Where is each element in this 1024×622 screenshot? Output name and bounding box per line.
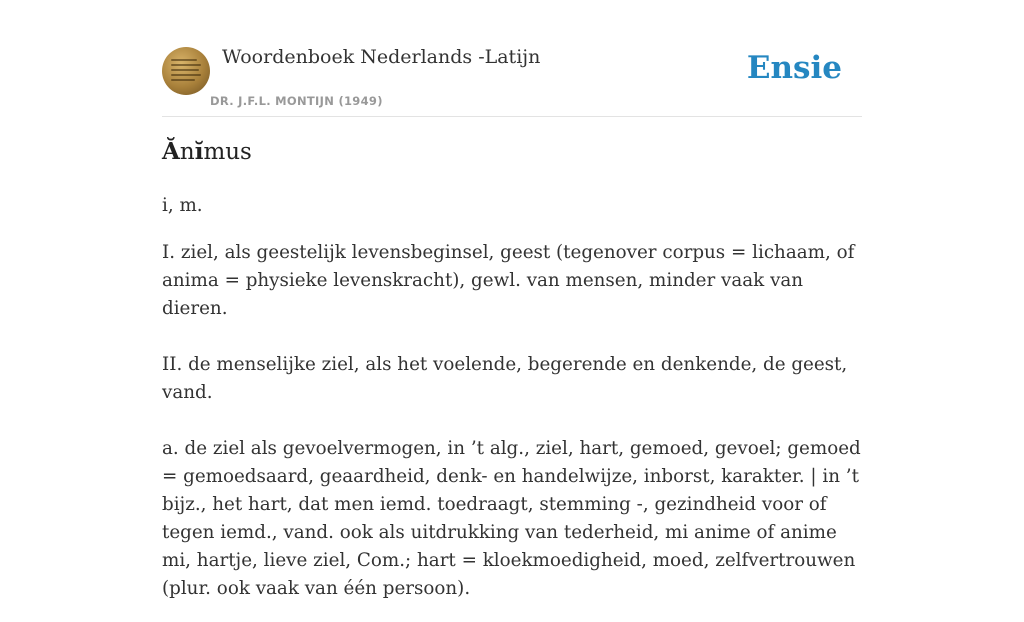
definition-paragraph: II. de menselijke ziel, als het voelende, begerende en denkende, de geest, vand. [162, 354, 848, 403]
headword-letter-n: n [179, 139, 195, 165]
entry-content [162, 192, 862, 622]
book-cover-logo[interactable] [162, 47, 210, 95]
book-author: DR. J.F.L. MONTIJN (1949) [210, 94, 383, 108]
page-container [162, 0, 862, 599]
headword-rest: mus [203, 139, 252, 165]
book-title[interactable]: Woordenboek Nederlands -Latijn [222, 46, 541, 68]
ensie-logo-link[interactable]: Ensie [746, 50, 842, 86]
headword-letter-a: Ă [162, 138, 180, 165]
definition-paragraph: a. de ziel als gevoelvermogen, in ’t alg., ziel, hart, gemoed, gevoel; gemoed = gemoedsaard, geaardheid, denk- en handelwijze, inborst, karakter. | in ’t bijz., het hart, dat men iemd. toedraagt, stemming -, gezindheid voor of tegen iemd., vand. ook als uitdrukking van tederheid, mi anime of anime mi, hartje, lieve ziel, Com.; hart = kloekmoedigheid, moed, zelfvertrouwen (plur. ook vaak van één persoon). [162, 438, 861, 599]
headword-letter-i: ĭ [194, 138, 204, 165]
definition-paragraph: I. ziel, als geestelijk levensbeginsel, geest (tegenover corpus = lichaam, of anima = physieke levenskracht), gewl. van mensen, minder vaak van dieren. [162, 242, 855, 319]
entry-grammar: i, m. [162, 195, 203, 216]
entry-headword [162, 138, 252, 165]
header [162, 0, 862, 117]
